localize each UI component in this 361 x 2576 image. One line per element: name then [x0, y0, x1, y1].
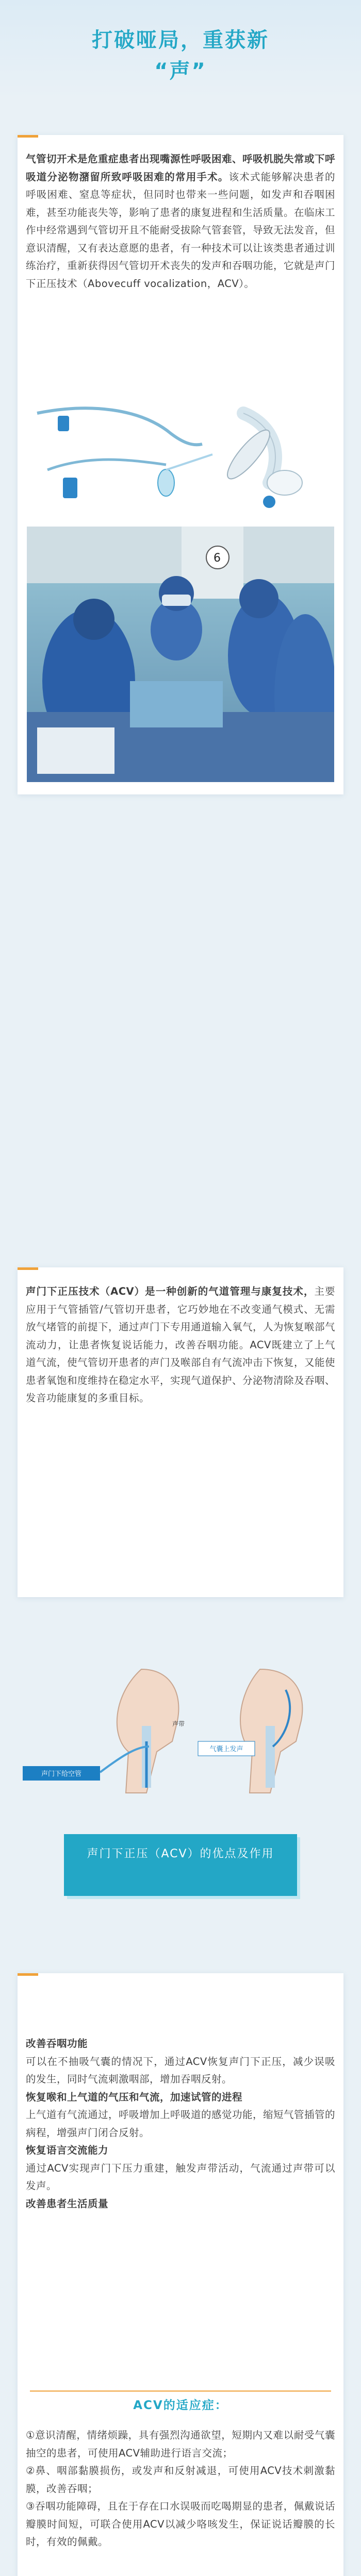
- intro-bold-text: 气管切开术是危重症患者出现嘴源性呼吸困难、呼吸机脱失常或下呼吸道分泌物潴留所致呼吸困难的常用手术。: [26, 153, 336, 183]
- benefits-card: [18, 1973, 343, 2576]
- benefit-body: 上气道有气流通过，呼吸增加上呼吸道的感觉功能，缩短气管插管的病程，增强声门闭合反射。: [26, 2109, 336, 2139]
- accent-bar: [18, 1267, 38, 1270]
- title-line-2: “声”: [154, 59, 207, 83]
- accent-bar: [18, 1973, 38, 1976]
- tracheostomy-tube-image: [27, 393, 334, 512]
- intro-paragraph: [26, 150, 335, 293]
- intro-card: [18, 135, 343, 794]
- benefit-item: [26, 2089, 335, 2142]
- acv-body-text: 主要应用于气管插管/气管切开患者，它巧妙地在不改变通气模式、无需放气堵管的前提下，通过声门下专用通道输入氧气，人为恢复喉部气流动力，让患者恢复说话能力，改善吞咽功能。ACV既建立了上气道气流，使气管切开患者的声门及喉部自有气流冲击下恢复，又能使患者氧饱和度维持在稳定水平，实现气道保护、分泌物清除及吞咽、发音功能康复的多重目标。: [26, 1285, 336, 1404]
- svg-text:6: 6: [214, 552, 221, 565]
- intro-body-text: 该术式能够解决患者的呼吸困难、窒息等症状，但同时也带来一些问题，如发声和吞咽困难，甚至功能丧失等，影响了患者的康复进程和生活质量。在临床工作中经常遇到气管切开且不能耐受拔除气管套管，导致无法发音，但意识清醒，又有表达意愿的患者，有一种技术可以让该类患者通过训练治疗，重新获得因气管切开术丧失的发声和吞咽功能，它就是声门下正压技术（Abovecuff vocalization，ACV）。: [26, 171, 336, 290]
- benefit-heading: 改善吞咽功能: [26, 2038, 88, 2049]
- benefits-banner-text: 声门下正压（ACV）的优点及作用: [87, 1848, 274, 1860]
- indication-item: ①意识清醒，情绪烦躁，具有强烈沟通欲望，短期内又难以耐受气囊抽空的患者，可使用ACV辅助进行语言交流；: [26, 2429, 335, 2459]
- title-line-1: 打破哑局，重获新: [92, 28, 269, 52]
- benefit-item: [26, 2142, 335, 2195]
- vocal-cord-label: 声带: [172, 1720, 185, 1727]
- left-label: 声门下给空管: [41, 1770, 82, 1778]
- benefit-item: [26, 2195, 335, 2213]
- indications-divider: [30, 2391, 331, 2392]
- acv-bold-text: 声门下正压技术（ACV）是一种创新的气道管理与康复技术，: [26, 1285, 315, 1297]
- clinical-procedure-photo: [27, 527, 334, 782]
- benefit-body: 可以在不抽吸气囊的情况下，通过ACV恢复声门下正压，减少误吸的发生，同时气流刺激咽部，增加吞咽反射。: [26, 2055, 335, 2085]
- benefit-heading: 恢复喉和上气道的气压和气流，加速试管的进程: [26, 2091, 243, 2103]
- accent-bar: [18, 135, 38, 138]
- benefits-list: [26, 2035, 335, 2213]
- indications-heading: ACV的适应症：: [133, 2399, 228, 2412]
- right-label: 气囊上发声: [209, 1745, 243, 1753]
- title-banner: [0, 0, 361, 98]
- benefits-banner: [64, 1834, 297, 1896]
- indication-item: ③吞咽功能障碍，且在于存在口水误吸而吃喝期显的患者，佩戴说话瓣膜时间短，可联合使用ACV以减少咯咳发生，保证说话瓣膜的长时，有效的佩戴。: [26, 2500, 335, 2548]
- indications-list: [26, 2427, 335, 2551]
- benefit-item: [26, 2035, 335, 2089]
- acv-paragraph: [26, 1283, 335, 1408]
- benefit-heading: 改善患者生活质量: [26, 2197, 109, 2210]
- acv-card: [18, 1267, 343, 1597]
- acv-airflow-diagram: [18, 1649, 343, 1808]
- benefit-heading: 恢复语言交流能力: [26, 2144, 109, 2156]
- page-title: [0, 25, 361, 87]
- benefit-body: 通过ACV实现声门下压力重建，触发声带活动，气流通过声带可以发声。: [26, 2162, 335, 2192]
- indication-item: ②鼻、咽部黏膜损伤，或发声和反射减退，可使用ACV技术刺激黏膜，改善吞咽；: [26, 2465, 335, 2495]
